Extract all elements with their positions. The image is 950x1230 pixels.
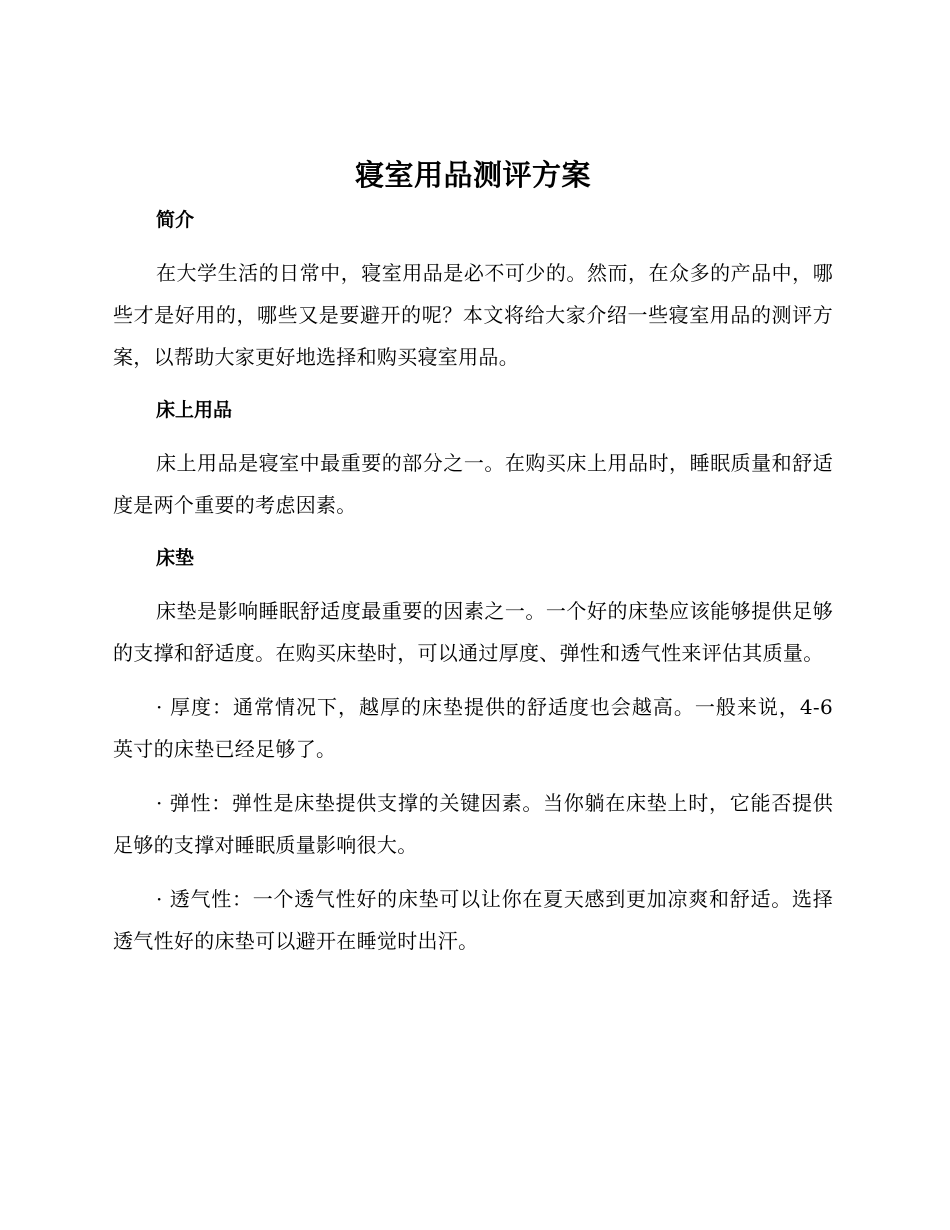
paragraph-bedding: 床上用品是寝室中最重要的部分之一。在购买床上用品时，睡眠质量和舒适度是两个重要的考虑因素。 [113,451,833,517]
section-heading-intro: 简介 [156,209,195,231]
document-title: 寝室用品测评方案 [354,158,591,192]
document-body [113,150,833,962]
bullet-item-thickness: · 厚度：通常情况下，越厚的床垫提供的舒适度也会越高。一般来说，4-6 英寸的床垫已经足够了。 [113,695,833,761]
paragraph-intro: 在大学生活的日常中，寝室用品是必不可少的。然而，在众多的产品中，哪些才是好用的，哪些又是要避开的呢？本文将给大家介绍一些寝室用品的测评方案，以帮助大家更好地选择和购买寝室用品。 [113,261,833,369]
bullet-item-breathability: · 透气性：一个透气性好的床垫可以让你在夏天感到更加凉爽和舒适。选择透气性好的床垫可以避开在睡觉时出汗。 [113,887,833,953]
paragraph-mattress: 床垫是影响睡眠舒适度最重要的因素之一。一个好的床垫应该能够提供足够的支撑和舒适度。在购买床垫时，可以通过厚度、弹性和透气性来评估其质量。 [113,599,833,665]
bullet-item-elasticity: · 弹性：弹性是床垫提供支撑的关键因素。当你躺在床垫上时，它能否提供足够的支撑对睡眠质量影响很大。 [113,791,833,857]
section-heading-bedding: 床上用品 [156,399,233,421]
section-heading-mattress: 床垫 [156,547,195,569]
